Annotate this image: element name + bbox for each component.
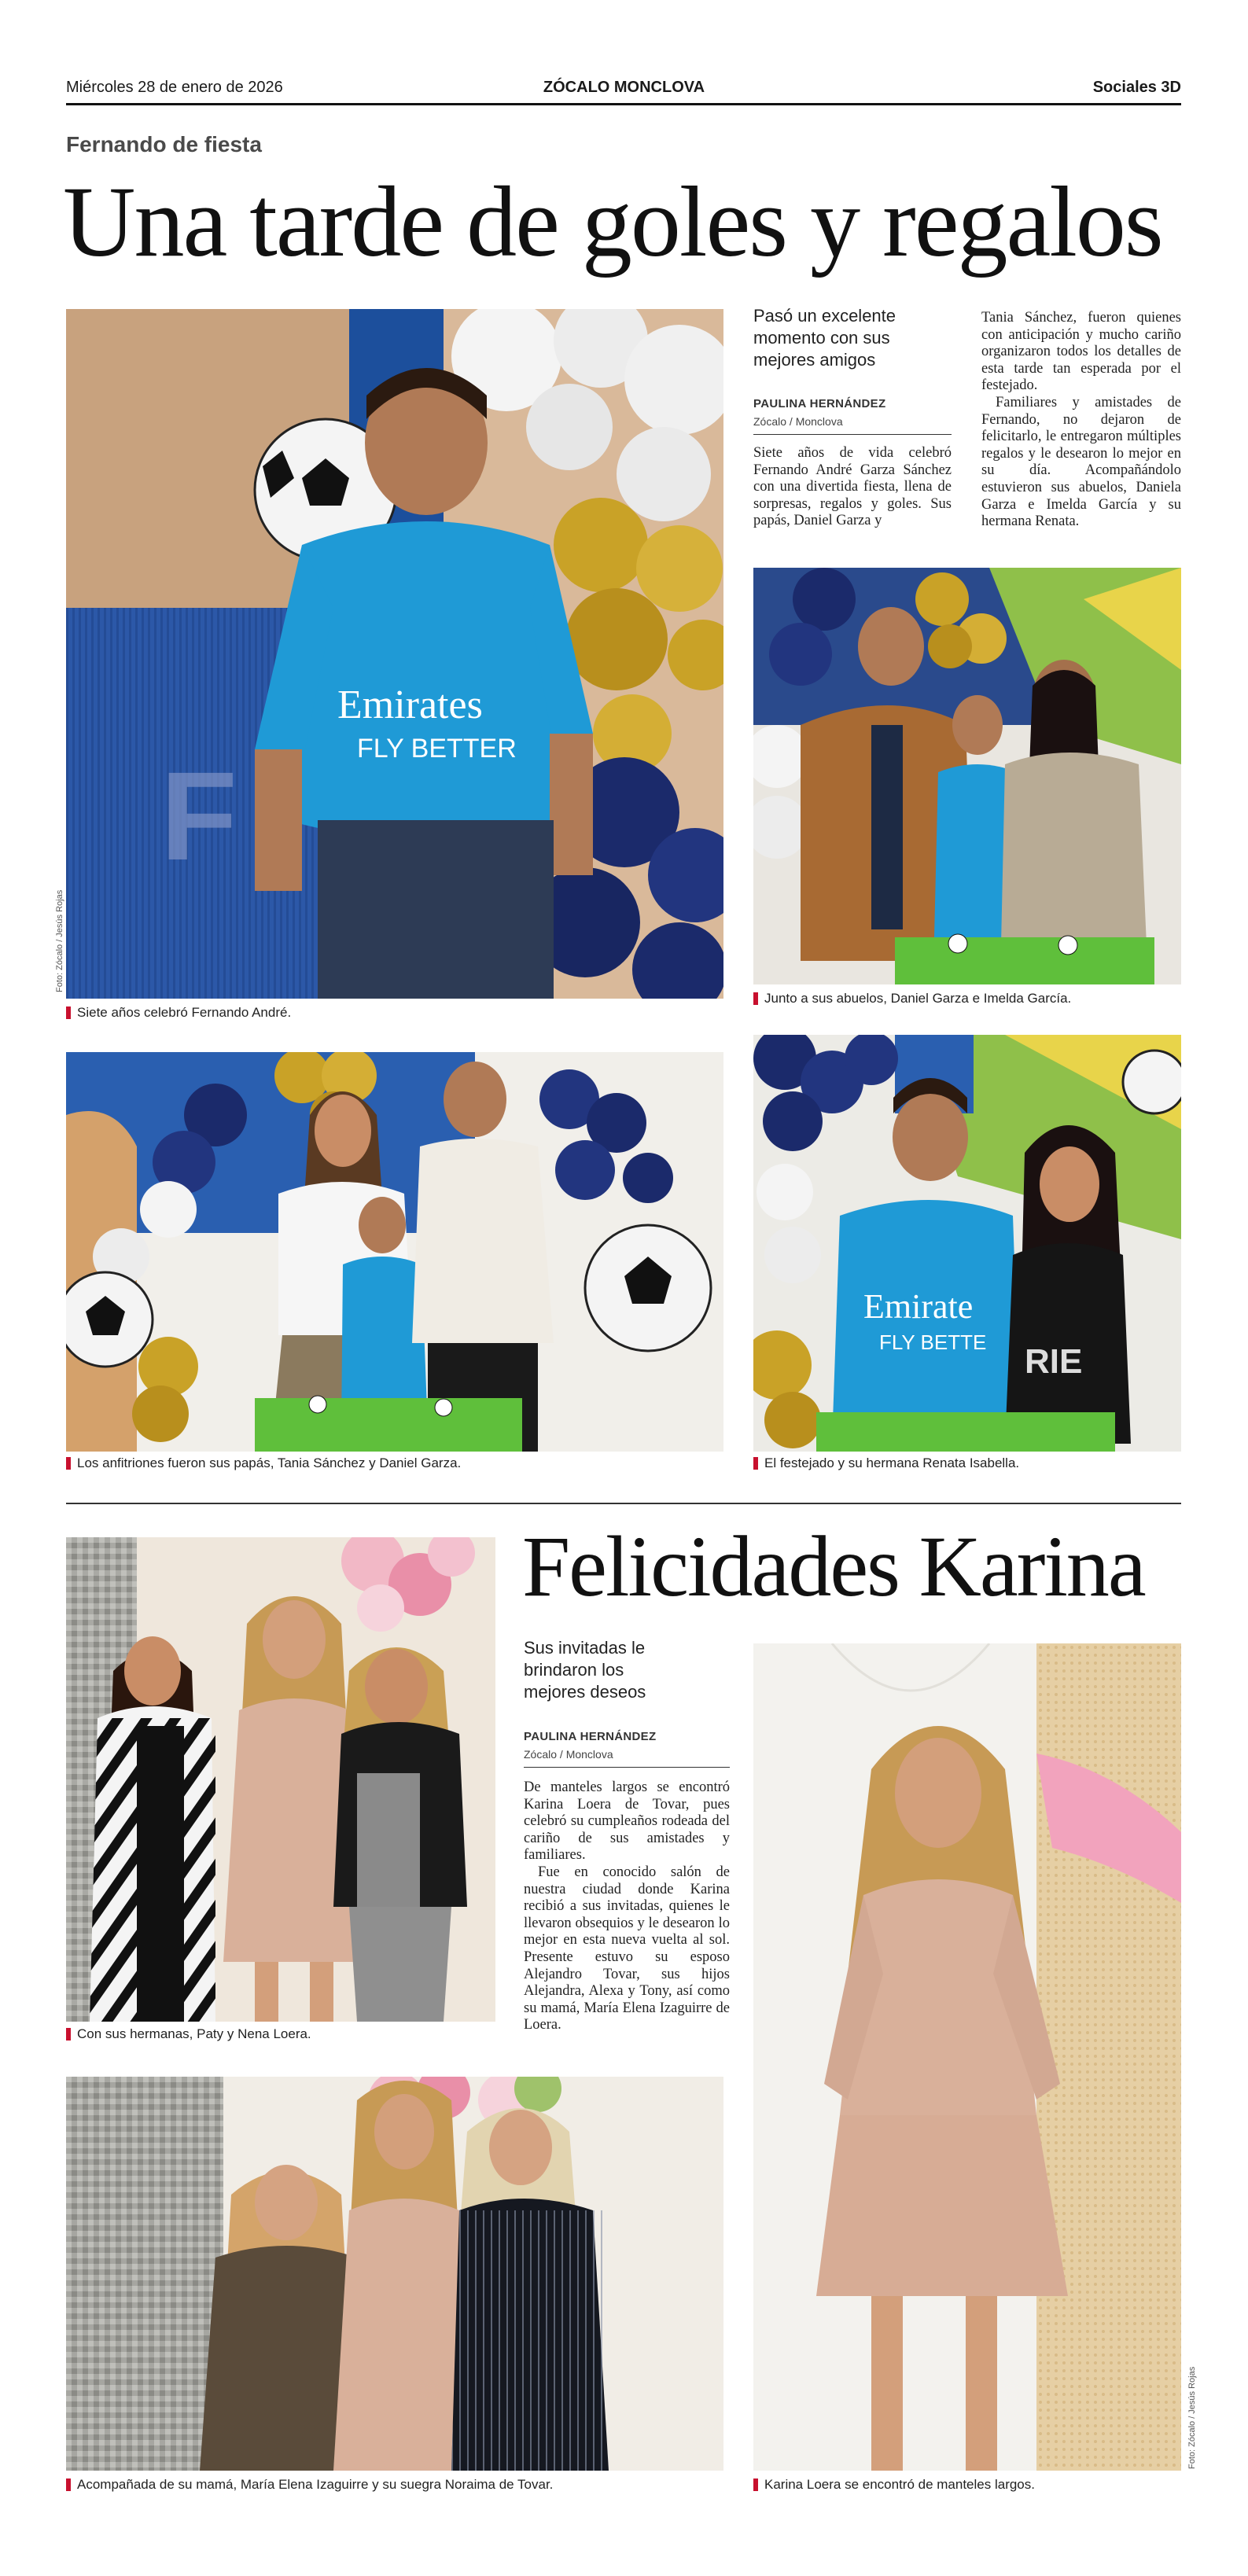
story2-body — [524, 1779, 730, 2034]
svg-text:RIE: RIE — [1025, 1342, 1083, 1381]
caption-karina: Karina Loera se encontró de manteles largos. — [753, 2477, 1035, 2493]
story1-kicker: Fernando de fiesta — [66, 132, 262, 156]
photo-sister — [753, 1035, 1181, 1452]
story1-headline: Una tarde de goles y regalos — [63, 166, 1162, 278]
photo-mother-inlaw — [66, 2077, 723, 2471]
story2-byline: PAULINA HERNÁNDEZ — [524, 1730, 657, 1743]
story1-paragraph: Familiares y amistades de Fernando, no dejaron de felicitarlo, le entregaron múltiples regalos y le desearon lo mejor en su día. Acompañándolo estuvieron sus abuelos, Daniela Garza e Imelda García y su hermana Renata. — [981, 394, 1181, 530]
section-page: Sociales 3D — [1092, 79, 1181, 96]
story1-body-col1 — [753, 445, 952, 530]
story2-deck: Sus invitadas le brindaron los mejores deseos — [524, 1638, 646, 1702]
section-divider — [66, 1503, 1181, 1504]
newspaper-name: ZÓCALO MONCLOVA — [543, 79, 705, 96]
svg-text:FLY BETTER: FLY BETTER — [357, 734, 517, 764]
svg-text:Emirate: Emirate — [863, 1287, 974, 1326]
caption-sisters: Con sus hermanas, Paty y Nena Loera. — [66, 2026, 311, 2042]
story1-deck: Pasó un excelente momento con sus mejores amigos — [753, 306, 896, 370]
issue-date: Miércoles 28 de enero de 2026 — [66, 79, 283, 96]
story2-paragraph: De manteles largos se encontró Karina Loera de Tovar, pues celebró su cumpleaños rodeada del cariño de sus amistades y familiares. — [524, 1779, 730, 1864]
story2-paragraph: Fue en conocido salón de nuestra ciudad donde Karina recibió a sus invitadas, quienes le llevaron obsequios y le desearon lo mejor en esta nueva vuelta al sol. Presente estuvo su esposo Alejandro Tovar, sus hijos Alejandra, Alexa y Tony, así como su mamá, María Elena Izaguirre de Loera. — [524, 1864, 730, 2033]
photo-parents — [66, 1052, 723, 1452]
story1-byline-org: Zócalo / Monclova — [753, 415, 843, 428]
header-rule — [66, 103, 1181, 105]
photo-sisters — [66, 1537, 495, 2022]
caption-parents: Los anfitriones fueron sus papás, Tania Sánchez y Daniel Garza. — [66, 1455, 461, 1471]
photo-credit: Foto: Zócalo / Jesús Rojas — [55, 889, 64, 992]
story1-paragraph: Tania Sánchez, fueron quienes con anticipación y mucho cariño organizaron todos los detalles de esta tarde tan esperada por el festejado. — [981, 310, 1181, 394]
story2-headline: Felicidades Karina — [522, 1518, 1145, 1614]
byline-rule — [524, 1767, 730, 1768]
story1-body-col2 — [981, 310, 1181, 531]
caption-mother-inlaw: Acompañada de su mamá, María Elena Izaguirre y su suegra Noraima de Tovar. — [66, 2477, 553, 2493]
svg-text:FLY BETTE: FLY BETTE — [879, 1330, 987, 1354]
byline-rule — [753, 434, 952, 435]
story1-paragraph: Siete años de vida celebró Fernando André Garza Sánchez con una divertida fiesta, llena de sorpresas, regalos y goles. Sus papás, Daniel Garza y — [753, 445, 952, 529]
story2-byline-org: Zócalo / Monclova — [524, 1748, 613, 1761]
photo-grandparents — [753, 568, 1181, 984]
photo-birthday-boy — [66, 309, 723, 999]
photo-credit: Foto: Zócalo / Jesús Rojas — [1187, 2366, 1197, 2469]
photo-karina — [753, 1643, 1181, 2471]
caption-birthday-boy: Siete años celebró Fernando André. — [66, 1005, 291, 1021]
svg-text:Emirates: Emirates — [337, 683, 483, 727]
caption-sister: El festejado y su hermana Renata Isabella. — [753, 1455, 1019, 1471]
story1-byline: PAULINA HERNÁNDEZ — [753, 397, 886, 410]
svg-text:F: F — [160, 745, 237, 886]
caption-grandparents: Junto a sus abuelos, Daniel Garza e Imelda García. — [753, 991, 1071, 1006]
